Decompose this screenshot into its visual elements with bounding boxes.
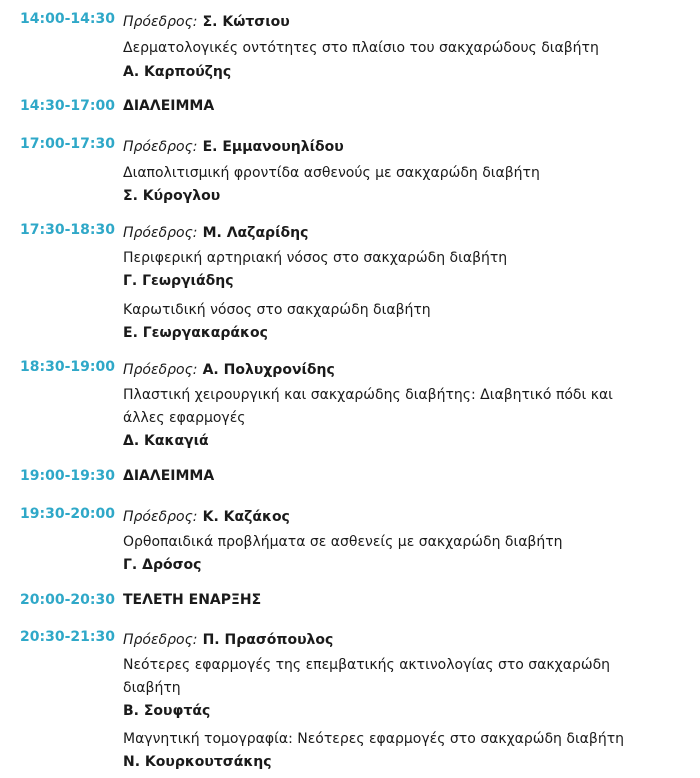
talk-title: Μαγνητική τομογραφία: Νεότερες εφαρμογές στο σακχαρώδη διαβήτη xyxy=(123,731,625,747)
chair-line xyxy=(123,222,308,241)
break-label: ΔΙΑΛΕΙΜΜΑ xyxy=(123,468,215,484)
chair-line xyxy=(123,11,290,30)
talk-speaker: Α. Καρπούζης xyxy=(123,64,232,80)
chair-label: Πρόεδρος: xyxy=(123,225,198,241)
session-time: 17:30-18:30 xyxy=(20,222,115,238)
chair-label: Πρόεδρος: xyxy=(123,509,198,525)
talk-title-line1: Πλαστική χειρουργική και σακχαρώδης διαβήτης: Διαβητικό πόδι και xyxy=(123,387,613,403)
chair-name: Σ. Κώτσιου xyxy=(202,14,290,30)
chair-label: Πρόεδρος: xyxy=(123,362,198,378)
session-time: 20:30-21:30 xyxy=(20,629,115,645)
chair-name: Κ. Καζάκος xyxy=(202,509,290,525)
chair-name: Α. Πολυχρονίδης xyxy=(202,362,335,378)
talk-title-line2: άλλες εφαρμογές xyxy=(123,410,246,426)
talk-title: Καρωτιδική νόσος στο σακχαρώδη διαβήτη xyxy=(123,302,431,318)
break-label: ΔΙΑΛΕΙΜΜΑ xyxy=(123,98,215,114)
session-time: 20:00-20:30 xyxy=(20,592,115,608)
talk-speaker: Ν. Κουρκουτσάκης xyxy=(123,754,272,770)
talk-title: Ορθοπαιδικά προβλήματα σε ασθενείς με σακχαρώδη διαβήτη xyxy=(123,534,563,550)
chair-label: Πρόεδρος: xyxy=(123,139,198,155)
chair-line xyxy=(123,506,290,525)
talk-speaker: Ε. Γεωργακαράκος xyxy=(123,325,268,341)
session-time: 18:30-19:00 xyxy=(20,359,115,375)
chair-line xyxy=(123,629,333,648)
session-time: 14:00-14:30 xyxy=(20,11,115,27)
chair-label: Πρόεδρος: xyxy=(123,632,198,648)
talk-speaker: Γ. Δρόσος xyxy=(123,557,202,573)
chair-name: Μ. Λαζαρίδης xyxy=(202,225,309,241)
talk-title: Περιφερική αρτηριακή νόσος στο σακχαρώδη διαβήτη xyxy=(123,250,508,266)
session-time: 19:00-19:30 xyxy=(20,468,115,484)
talk-speaker: Σ. Κύρογλου xyxy=(123,188,221,204)
chair-line xyxy=(123,136,344,155)
chair-name: Π. Πρασόπουλος xyxy=(202,632,334,648)
talk-speaker: Β. Σουφτάς xyxy=(123,703,211,719)
ceremony-label: ΤΕΛΕΤΗ ΕΝΑΡΞΗΣ xyxy=(123,592,262,608)
chair-name: Ε. Εμμανουηλίδου xyxy=(202,139,344,155)
session-time: 14:30-17:00 xyxy=(20,98,115,114)
talk-title-line2: διαβήτη xyxy=(123,680,181,696)
talk-title-line1: Νεότερες εφαρμογές της επεμβατικής ακτινολογίας στο σακχαρώδη xyxy=(123,657,611,673)
talk-title: Διαπολιτισμική φροντίδα ασθενούς με σακχαρώδη διαβήτη xyxy=(123,165,540,181)
talk-speaker: Δ. Κακαγιά xyxy=(123,433,209,449)
chair-label: Πρόεδρος: xyxy=(123,14,198,30)
talk-speaker: Γ. Γεωργιάδης xyxy=(123,273,234,289)
chair-line xyxy=(123,359,335,378)
talk-title: Δερματολογικές οντότητες στο πλαίσιο του σακχαρώδους διαβήτη xyxy=(123,40,599,56)
session-time: 19:30-20:00 xyxy=(20,506,115,522)
session-time: 17:00-17:30 xyxy=(20,136,115,152)
